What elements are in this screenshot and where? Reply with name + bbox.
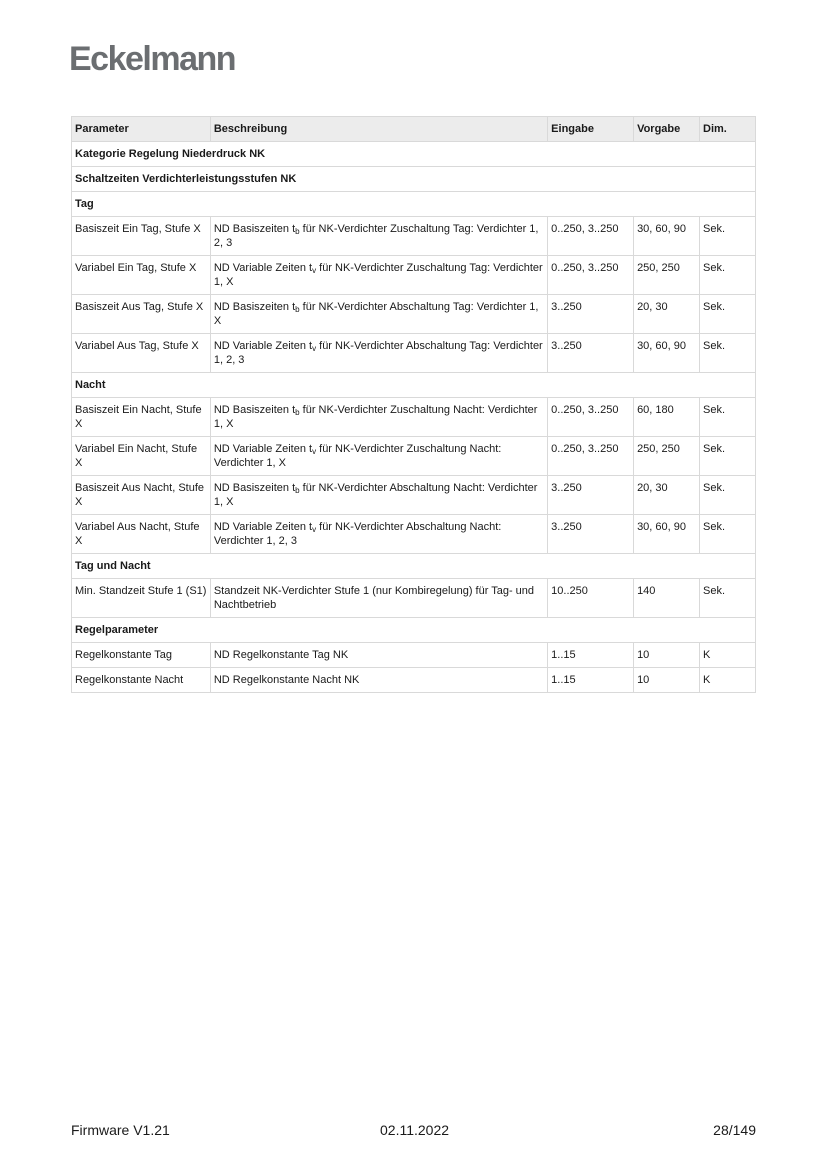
cell-parameter: Variabel Aus Tag, Stufe X xyxy=(72,334,211,373)
table-row xyxy=(72,579,756,618)
footer-date: 02.11.2022 xyxy=(380,1122,450,1138)
cell-vorgabe: 30, 60, 90 xyxy=(634,515,700,554)
description-text-continued: für NK-Verdichter Zuschaltung Nacht: Verdichter 1, X xyxy=(213,443,502,469)
section-heading: Tag xyxy=(72,192,756,217)
description-text: ND Variable Zeiten t xyxy=(213,521,313,533)
cell-vorgabe: 20, 30 xyxy=(634,295,700,334)
cell-dim: Sek. xyxy=(700,437,756,476)
cell-beschreibung xyxy=(210,668,547,693)
cell-eingabe: 3..250 xyxy=(548,515,634,554)
section-heading: Regelparameter xyxy=(72,618,756,643)
cell-vorgabe: 10 xyxy=(634,668,700,693)
cell-eingabe: 3..250 xyxy=(548,476,634,515)
description-subscript: b xyxy=(295,486,300,495)
cell-beschreibung xyxy=(210,334,547,373)
cell-parameter: Variabel Aus Nacht, Stufe X xyxy=(72,515,211,554)
table-row xyxy=(72,334,756,373)
description-subscript: v xyxy=(312,525,317,534)
section-row xyxy=(72,192,756,217)
section-row xyxy=(72,167,756,192)
section-heading: Kategorie Regelung Niederdruck NK xyxy=(72,142,756,167)
table-row xyxy=(72,437,756,476)
cell-parameter: Regelkonstante Tag xyxy=(72,643,211,668)
table-row xyxy=(72,668,756,693)
section-row xyxy=(72,618,756,643)
cell-vorgabe: 250, 250 xyxy=(634,437,700,476)
cell-eingabe: 10..250 xyxy=(548,579,634,618)
cell-dim: K xyxy=(700,643,756,668)
cell-beschreibung xyxy=(210,476,547,515)
cell-dim: Sek. xyxy=(700,256,756,295)
description-subscript: b xyxy=(295,408,300,417)
table-row xyxy=(72,476,756,515)
cell-vorgabe: 10 xyxy=(634,643,700,668)
section-heading: Schaltzeiten Verdichterleistungsstufen NK xyxy=(72,167,756,192)
column-header-parameter: Parameter xyxy=(72,117,211,142)
description-text: ND Regelkonstante Nacht NK xyxy=(213,674,360,686)
cell-dim: Sek. xyxy=(700,217,756,256)
section-row xyxy=(72,373,756,398)
cell-parameter: Variabel Ein Nacht, Stufe X xyxy=(72,437,211,476)
parameter-table xyxy=(71,116,756,693)
cell-vorgabe: 60, 180 xyxy=(634,398,700,437)
cell-dim: Sek. xyxy=(700,515,756,554)
table-row xyxy=(72,256,756,295)
cell-beschreibung xyxy=(210,437,547,476)
cell-parameter: Basiszeit Ein Tag, Stufe X xyxy=(72,217,211,256)
cell-beschreibung xyxy=(210,515,547,554)
column-header-eingabe: Eingabe xyxy=(548,117,634,142)
description-text: ND Regelkonstante Tag NK xyxy=(213,649,349,661)
cell-parameter: Basiszeit Ein Nacht, Stufe X xyxy=(72,398,211,437)
description-text-continued: für NK-Verdichter Zuschaltung Tag: Verdichter 1, X xyxy=(213,262,543,288)
description-text: ND Variable Zeiten t xyxy=(213,262,313,274)
description-text: ND Variable Zeiten t xyxy=(213,340,313,352)
table-row xyxy=(72,295,756,334)
cell-beschreibung xyxy=(210,579,547,618)
cell-eingabe: 0..250, 3..250 xyxy=(548,217,634,256)
description-text: ND Basiszeiten t xyxy=(213,301,296,313)
table-row xyxy=(72,217,756,256)
cell-eingabe: 0..250, 3..250 xyxy=(548,398,634,437)
footer-firmware: Firmware V1.21 xyxy=(71,1122,170,1138)
cell-parameter: Basiszeit Aus Nacht, Stufe X xyxy=(72,476,211,515)
cell-dim: Sek. xyxy=(700,476,756,515)
eckelmann-logo: Eckelmann xyxy=(69,40,236,78)
description-subscript: v xyxy=(312,344,317,353)
cell-eingabe: 0..250, 3..250 xyxy=(548,437,634,476)
description-text-continued: für NK-Verdichter Abschaltung Nacht: Verdichter 1, 2, 3 xyxy=(213,521,502,547)
cell-vorgabe: 250, 250 xyxy=(634,256,700,295)
description-text: ND Basiszeiten t xyxy=(213,482,296,494)
cell-eingabe: 3..250 xyxy=(548,334,634,373)
cell-parameter: Basiszeit Aus Tag, Stufe X xyxy=(72,295,211,334)
column-header-beschreibung: Beschreibung xyxy=(210,117,547,142)
table-row xyxy=(72,643,756,668)
cell-beschreibung xyxy=(210,217,547,256)
description-subscript: v xyxy=(312,447,317,456)
description-subscript: v xyxy=(312,266,317,275)
description-text-continued: für NK-Verdichter Abschaltung Nacht: Verdichter 1, X xyxy=(213,482,538,508)
description-subscript: b xyxy=(295,305,300,314)
description-subscript: b xyxy=(295,227,300,236)
cell-eingabe: 1..15 xyxy=(548,668,634,693)
description-text: Standzeit NK-Verdichter Stufe 1 (nur Kombiregelung) für Tag- und Nachtbetrieb xyxy=(213,585,535,611)
table-header-row xyxy=(72,117,756,142)
cell-eingabe: 1..15 xyxy=(548,643,634,668)
cell-beschreibung xyxy=(210,643,547,668)
cell-parameter: Variabel Ein Tag, Stufe X xyxy=(72,256,211,295)
description-text: ND Variable Zeiten t xyxy=(213,443,313,455)
section-row xyxy=(72,142,756,167)
cell-vorgabe: 30, 60, 90 xyxy=(634,217,700,256)
table-row xyxy=(72,398,756,437)
column-header-dim: Dim. xyxy=(700,117,756,142)
description-text-continued: für NK-Verdichter Zuschaltung Nacht: Verdichter 1, X xyxy=(213,404,538,430)
cell-dim: Sek. xyxy=(700,579,756,618)
cell-dim: K xyxy=(700,668,756,693)
cell-dim: Sek. xyxy=(700,295,756,334)
description-text-continued: für NK-Verdichter Abschaltung Tag: Verdichter 1, X xyxy=(213,301,539,327)
description-text-continued: für NK-Verdichter Zuschaltung Tag: Verdichter 1, 2, 3 xyxy=(213,223,539,249)
cell-vorgabe: 140 xyxy=(634,579,700,618)
cell-beschreibung xyxy=(210,256,547,295)
cell-dim: Sek. xyxy=(700,398,756,437)
cell-parameter: Min. Standzeit Stufe 1 (S1) xyxy=(72,579,211,618)
cell-beschreibung xyxy=(210,398,547,437)
cell-vorgabe: 30, 60, 90 xyxy=(634,334,700,373)
cell-beschreibung xyxy=(210,295,547,334)
cell-eingabe: 0..250, 3..250 xyxy=(548,256,634,295)
table-row xyxy=(72,515,756,554)
cell-eingabe: 3..250 xyxy=(548,295,634,334)
column-header-vorgabe: Vorgabe xyxy=(634,117,700,142)
description-text: ND Basiszeiten t xyxy=(213,404,296,416)
description-text: ND Basiszeiten t xyxy=(213,223,296,235)
section-row xyxy=(72,554,756,579)
table-body xyxy=(72,142,756,693)
cell-parameter: Regelkonstante Nacht xyxy=(72,668,211,693)
description-text-continued: für NK-Verdichter Abschaltung Tag: Verdichter 1, 2, 3 xyxy=(213,340,543,366)
footer-page-number: 28/149 xyxy=(713,1122,756,1138)
section-heading: Nacht xyxy=(72,373,756,398)
cell-vorgabe: 20, 30 xyxy=(634,476,700,515)
section-heading: Tag und Nacht xyxy=(72,554,756,579)
cell-dim: Sek. xyxy=(700,334,756,373)
